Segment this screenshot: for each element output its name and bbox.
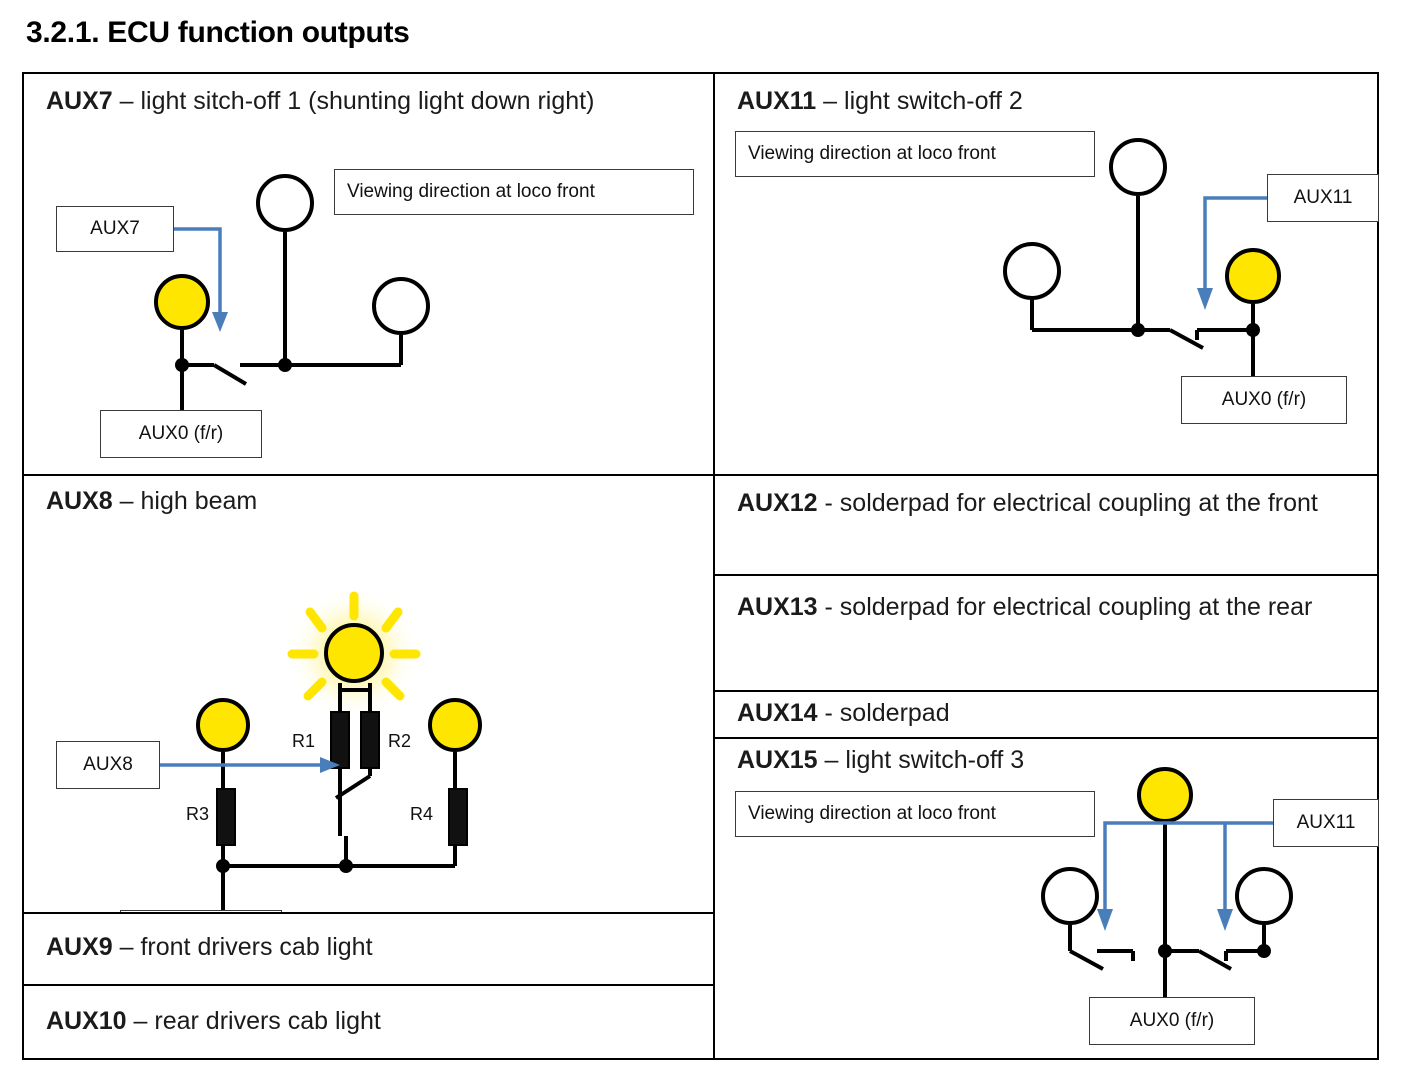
aux15-aux0-label-text: AUX0 (f/r) bbox=[1129, 1010, 1215, 1031]
aux12-heading bbox=[737, 488, 1357, 519]
aux14-code: AUX14 bbox=[737, 699, 818, 727]
aux15-desc: – light switch-off 3 bbox=[817, 746, 1025, 774]
aux8-resistor-r1 bbox=[330, 711, 350, 769]
cell-aux15 bbox=[715, 739, 1379, 1058]
cell-aux13 bbox=[715, 576, 1379, 690]
ecu-function-outputs-table bbox=[22, 72, 1379, 1060]
aux9-code: AUX9 bbox=[46, 933, 113, 961]
aux8-output-label bbox=[56, 741, 160, 789]
aux15-output-label-text: AUX11 bbox=[1296, 812, 1356, 833]
aux11-aux0-label bbox=[1181, 376, 1347, 424]
aux7-aux0-label-text: AUX0 (f/r) bbox=[138, 423, 224, 444]
aux15-aux0-label bbox=[1089, 997, 1255, 1045]
aux8-lamp-headlight bbox=[324, 623, 384, 683]
aux10-code: AUX10 bbox=[46, 1007, 127, 1035]
aux8-label-r1: R1 bbox=[292, 731, 316, 751]
aux11-view-note bbox=[735, 131, 1095, 177]
aux11-output-label-text: AUX11 bbox=[1293, 187, 1353, 208]
aux11-lamp-white-left bbox=[1003, 242, 1061, 300]
aux15-heading bbox=[737, 745, 1024, 776]
aux8-resistor-r3 bbox=[216, 788, 236, 846]
aux7-code: AUX7 bbox=[46, 87, 113, 115]
aux11-desc: – light switch-off 2 bbox=[816, 87, 1023, 115]
aux13-heading bbox=[737, 592, 1357, 623]
aux15-view-note bbox=[735, 791, 1095, 837]
aux8-resistor-r2 bbox=[360, 711, 380, 769]
aux15-lamp-white-right bbox=[1235, 867, 1293, 925]
cell-aux10 bbox=[24, 986, 713, 1058]
aux8-lamp-right bbox=[428, 698, 482, 752]
aux11-code: AUX11 bbox=[737, 87, 817, 115]
aux9-desc: – front drivers cab light bbox=[112, 933, 373, 961]
aux8-desc: – high beam bbox=[112, 487, 258, 515]
aux9-heading bbox=[46, 932, 373, 963]
aux11-heading bbox=[737, 86, 1023, 117]
aux15-output-label bbox=[1273, 799, 1379, 847]
aux7-lamp-yellow bbox=[154, 274, 210, 330]
cell-aux8 bbox=[24, 476, 713, 912]
aux8-lamp-left bbox=[196, 698, 250, 752]
aux8-heading bbox=[46, 486, 686, 517]
aux8-wiring bbox=[24, 476, 713, 912]
aux11-view-note-text: Viewing direction at loco front bbox=[748, 143, 996, 164]
cell-aux11 bbox=[715, 74, 1379, 474]
aux15-lamp-white-left bbox=[1041, 867, 1099, 925]
aux8-aux0-label bbox=[120, 910, 282, 912]
aux7-lamp-white-right bbox=[372, 277, 430, 335]
aux7-heading bbox=[46, 86, 686, 117]
aux7-lamp-white-top bbox=[256, 174, 314, 232]
page-title: 3.2.1. ECU function outputs bbox=[26, 16, 410, 49]
aux11-lamp-white-top bbox=[1109, 138, 1167, 196]
aux10-desc: – rear drivers cab light bbox=[126, 1007, 381, 1035]
aux12-code: AUX12 bbox=[737, 489, 818, 517]
aux8-label-r2: R2 bbox=[388, 731, 412, 751]
aux12-desc: - solderpad for electrical coupling at the front bbox=[817, 489, 1318, 517]
cell-aux12 bbox=[715, 476, 1379, 574]
aux10-heading bbox=[46, 1006, 381, 1037]
cell-aux9 bbox=[24, 914, 713, 984]
aux14-desc: - solderpad bbox=[817, 699, 950, 727]
aux15-view-note-text: Viewing direction at loco front bbox=[748, 803, 996, 824]
aux14-heading bbox=[737, 698, 950, 729]
aux11-output-label bbox=[1267, 174, 1379, 222]
aux8-output-label-text: AUX8 bbox=[83, 754, 133, 775]
aux8-code: AUX8 bbox=[46, 487, 113, 515]
aux8-resistor-r4 bbox=[448, 788, 468, 846]
aux7-desc: – light sitch-off 1 (shunting light down right) bbox=[112, 87, 595, 115]
cell-aux14 bbox=[715, 692, 1379, 737]
aux7-view-note bbox=[334, 169, 694, 215]
cell-aux7 bbox=[24, 74, 713, 474]
aux7-output-label bbox=[56, 206, 174, 252]
aux7-output-label-text: AUX7 bbox=[90, 218, 140, 239]
aux13-desc: - solderpad for electrical coupling at the rear bbox=[817, 593, 1313, 621]
aux8-label-r4: R4 bbox=[410, 804, 434, 824]
aux7-view-note-text: Viewing direction at loco front bbox=[347, 181, 595, 202]
aux15-lamp-yellow bbox=[1137, 767, 1193, 823]
aux15-code: AUX15 bbox=[737, 746, 818, 774]
aux11-aux0-label-text: AUX0 (f/r) bbox=[1221, 389, 1307, 410]
aux13-code: AUX13 bbox=[737, 593, 818, 621]
aux11-lamp-yellow bbox=[1225, 248, 1281, 304]
aux8-label-r3: R3 bbox=[186, 804, 210, 824]
aux7-aux0-label bbox=[100, 410, 262, 458]
